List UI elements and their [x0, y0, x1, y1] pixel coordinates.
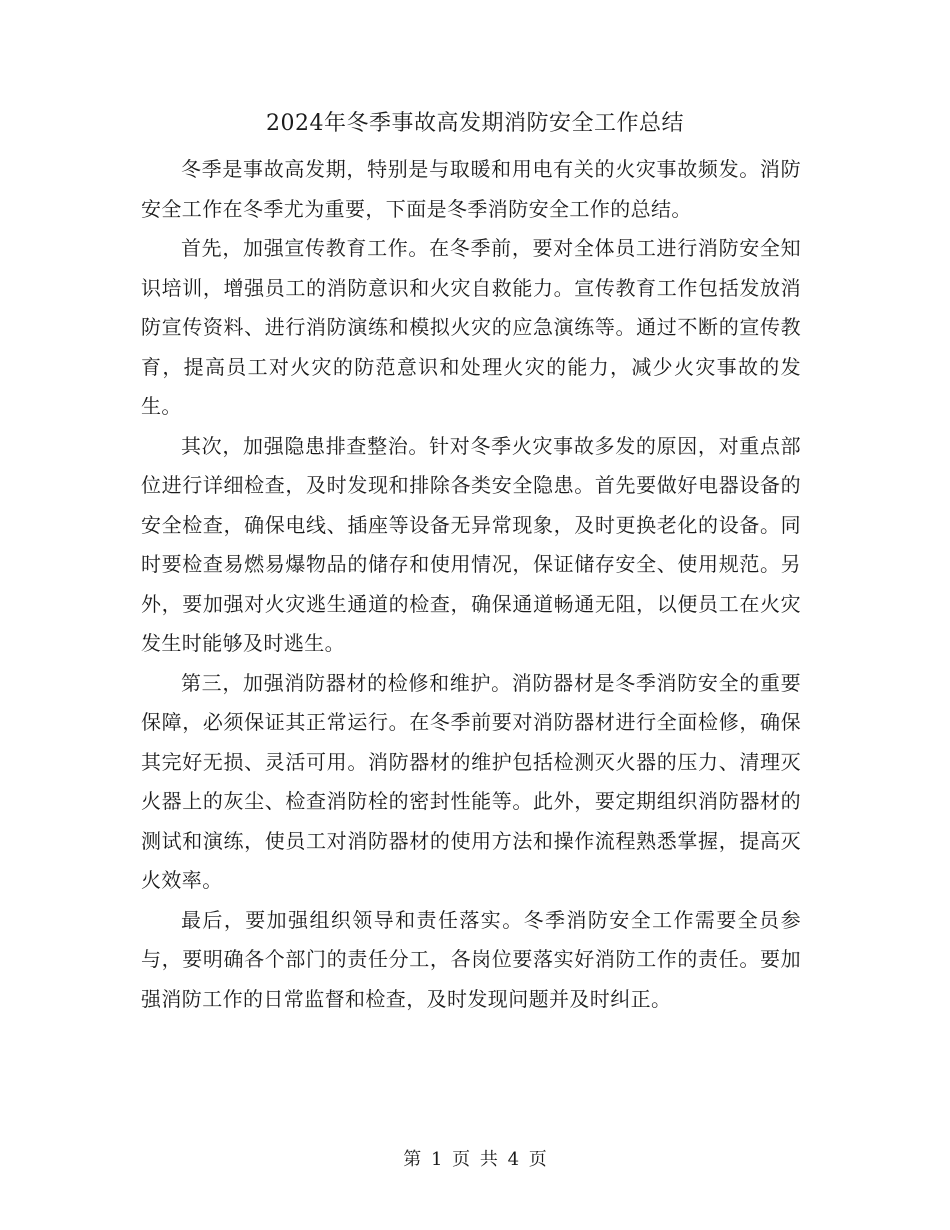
paragraph-intro: 冬季是事故高发期，特别是与取暖和用电有关的火灾事故频发。消防安全工作在冬季尤为重要，下面是冬季消防安全工作的总结。	[141, 157, 801, 221]
page-number-footer: 第 1 页 共 4 页	[403, 1149, 547, 1170]
document-title: 2024年冬季事故高发期消防安全工作总结	[266, 111, 684, 136]
paragraph-publicity-education: 首先，加强宣传教育工作。在冬季前，要对全体员工进行消防安全知识培训，增强员工的消防意识和火灾自救能力。宣传教育工作包括发放消防宣传资料、进行消防演练和模拟火灾的应急演练等。通过不断的宣传教育，提高员工对火灾的防范意识和处理火灾的能力，减少火灾事故的发生。	[141, 236, 801, 418]
document-body	[141, 150, 801, 1019]
paragraph-leadership-responsibility: 最后，要加强组织领导和责任落实。冬季消防安全工作需要全员参与，要明确各个部门的责任分工，各岗位要落实好消防工作的责任。要加强消防工作的日常监督和检查，及时发现问题并及时纠正。	[141, 907, 801, 1011]
paragraph-hazard-inspection: 其次，加强隐患排查整治。针对冬季火灾事故多发的原因，对重点部位进行详细检查，及时发现和排除各类安全隐患。首先要做好电器设备的安全检查，确保电线、插座等设备无异常现象，及时更换老化的设备。同时要检查易燃易爆物品的储存和使用情况，保证储存安全、使用规范。另外，要加强对火灾逃生通道的检查，确保通道畅通无阻，以便员工在火灾发生时能够及时逃生。	[141, 433, 801, 655]
paragraph-equipment-maintenance: 第三，加强消防器材的检修和维护。消防器材是冬季消防安全的重要保障，必须保证其正常运行。在冬季前要对消防器材进行全面检修，确保其完好无损、灵活可用。消防器材的维护包括检测灭火器的压力、清理灭火器上的灰尘、检查消防栓的密封性能等。此外，要定期组织消防器材的测试和演练，使员工对消防器材的使用方法和操作流程熟悉掌握，提高灭火效率。	[141, 670, 801, 892]
